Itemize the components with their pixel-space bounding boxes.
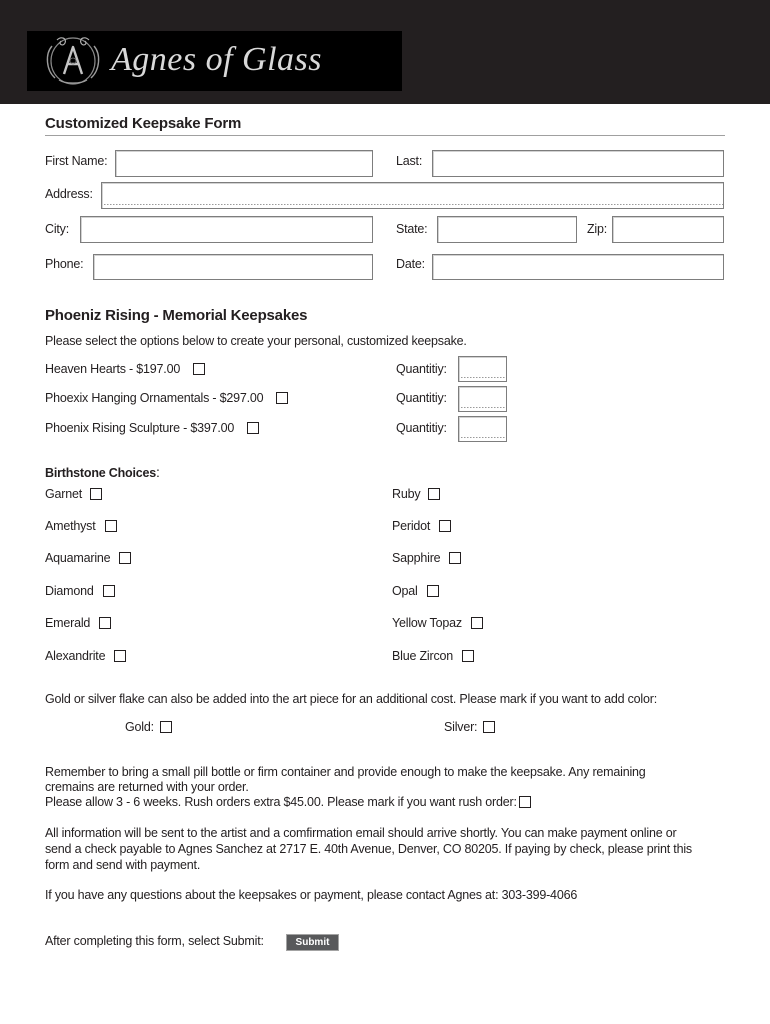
birthstone-label: Amethyst (45, 519, 96, 533)
first-name-input[interactable] (115, 150, 373, 177)
quantity-label: Quantitiy: (396, 421, 447, 435)
zip-input[interactable] (612, 216, 724, 243)
diamond-checkbox[interactable] (103, 585, 115, 597)
birthstone-blue-zircon (392, 648, 474, 664)
rising-sculpture-quantity-input[interactable] (458, 416, 507, 442)
gold-label: Gold: (125, 720, 154, 734)
birthstone-diamond (45, 583, 115, 599)
birthstone-label: Sapphire (392, 551, 441, 565)
address-label: Address: (45, 187, 93, 201)
header-bar (0, 0, 770, 104)
last-name-input[interactable] (432, 150, 724, 177)
ruby-checkbox[interactable] (428, 488, 440, 500)
garnet-checkbox[interactable] (90, 488, 102, 500)
birthstone-ruby (392, 486, 440, 502)
keepsakes-title: Phoeniz Rising - Memorial Keepsakes (45, 307, 308, 324)
form-title: Customized Keepsake Form (45, 115, 242, 132)
aquamarine-checkbox[interactable] (119, 552, 131, 564)
yellow-topaz-checkbox[interactable] (471, 617, 483, 629)
quantity-label: Quantitiy: (396, 391, 447, 405)
city-input[interactable] (80, 216, 373, 243)
birthstone-amethyst (45, 518, 117, 534)
last-name-label: Last: (396, 154, 423, 168)
birthstone-label: Emerald (45, 616, 91, 630)
reminder-line: cremains are returned with your order. (45, 780, 249, 794)
keepsake-item-label: Heaven Hearts - $197.00 (45, 362, 181, 376)
birthstone-aquamarine (45, 550, 131, 566)
birthstone-opal (392, 583, 439, 599)
peridot-checkbox[interactable] (439, 520, 451, 532)
birthstone-yellow-topaz (392, 615, 483, 631)
submit-prompt: After completing this form, select Submit: (45, 934, 264, 948)
birthstones-title (45, 464, 160, 481)
blue-zircon-checkbox[interactable] (462, 650, 474, 662)
birthstone-label: Aquamarine (45, 551, 111, 565)
birthstones-title-colon: : (156, 464, 160, 480)
keepsake-item-heaven-hearts (45, 361, 205, 377)
birthstone-label: Garnet (45, 487, 83, 501)
sapphire-checkbox[interactable] (449, 552, 461, 564)
silver-checkbox[interactable] (483, 721, 495, 733)
state-input[interactable] (437, 216, 577, 243)
rush-order-row (45, 794, 531, 810)
keepsake-item-label: Phoenix Rising Sculpture - $397.00 (45, 421, 235, 435)
info-line: All information will be sent to the artist and a comfirmation email should arrive shortly. You can make payment online or (45, 826, 677, 840)
birthstone-sapphire (392, 550, 461, 566)
questions-contact: If you have any questions about the keepsakes or payment, please contact Agnes at: 303-399-4066 (45, 888, 578, 902)
city-label: City: (45, 222, 70, 236)
logo[interactable] (27, 31, 402, 91)
birthstone-emerald (45, 615, 111, 631)
keepsake-item-label: Phoexix Hanging Ornamentals - $297.00 (45, 391, 264, 405)
monogram-emblem-icon (43, 34, 103, 88)
birthstone-label: Peridot (392, 519, 431, 533)
keepsake-item-rising-sculpture (45, 420, 259, 436)
hanging-ornamentals-checkbox[interactable] (276, 392, 288, 404)
opal-checkbox[interactable] (427, 585, 439, 597)
birthstone-garnet (45, 486, 102, 502)
quantity-label: Quantitiy: (396, 362, 447, 376)
logo-text: Agnes of Glass (111, 41, 322, 78)
keepsakes-intro: Please select the options below to create your personal, customized keepsake. (45, 334, 467, 348)
first-name-label: First Name: (45, 154, 108, 168)
hanging-ornamentals-quantity-input[interactable] (458, 386, 507, 412)
zip-label: Zip: (587, 222, 608, 236)
address-input[interactable] (101, 182, 724, 209)
heaven-hearts-quantity-input[interactable] (458, 356, 507, 382)
phone-input[interactable] (93, 254, 373, 280)
emerald-checkbox[interactable] (99, 617, 111, 629)
keepsake-item-hanging-ornamentals (45, 390, 288, 406)
reminder-line: Remember to bring a small pill bottle or firm container and provide enough to make the keepsake. Any remaining (45, 765, 646, 779)
info-line: form and send with payment. (45, 858, 201, 872)
birthstones-title-text: Birthstone Choices (45, 466, 156, 480)
birthstone-label: Alexandrite (45, 649, 106, 663)
gold-checkbox[interactable] (160, 721, 172, 733)
silver-option (444, 719, 495, 735)
birthstone-label: Blue Zircon (392, 649, 454, 663)
rising-sculpture-checkbox[interactable] (247, 422, 259, 434)
birthstone-peridot (392, 518, 451, 534)
heaven-hearts-checkbox[interactable] (193, 363, 205, 375)
state-label: State: (396, 222, 428, 236)
birthstone-label: Diamond (45, 584, 94, 598)
alexandrite-checkbox[interactable] (114, 650, 126, 662)
rush-order-checkbox[interactable] (519, 796, 531, 808)
phone-label: Phone: (45, 257, 84, 271)
date-input[interactable] (432, 254, 724, 280)
silver-label: Silver: (444, 720, 478, 734)
amethyst-checkbox[interactable] (105, 520, 117, 532)
rush-order-label: Please allow 3 - 6 weeks. Rush orders extra $45.00. Please mark if you want rush order: (45, 795, 517, 809)
info-line: send a check payable to Agnes Sanchez at 2717 E. 40th Avenue, Denver, CO 80205. If paying by check, please print this (45, 842, 692, 856)
flake-prompt: Gold or silver flake can also be added into the art piece for an additional cost. Please mark if you want to add color: (45, 692, 657, 706)
title-divider (45, 135, 725, 136)
gold-option (125, 719, 172, 735)
date-label: Date: (396, 257, 425, 271)
birthstone-label: Yellow Topaz (392, 616, 462, 630)
birthstone-label: Opal (392, 584, 418, 598)
birthstone-alexandrite (45, 648, 126, 664)
birthstone-label: Ruby (392, 487, 421, 501)
submit-button[interactable]: Submit (286, 934, 339, 951)
